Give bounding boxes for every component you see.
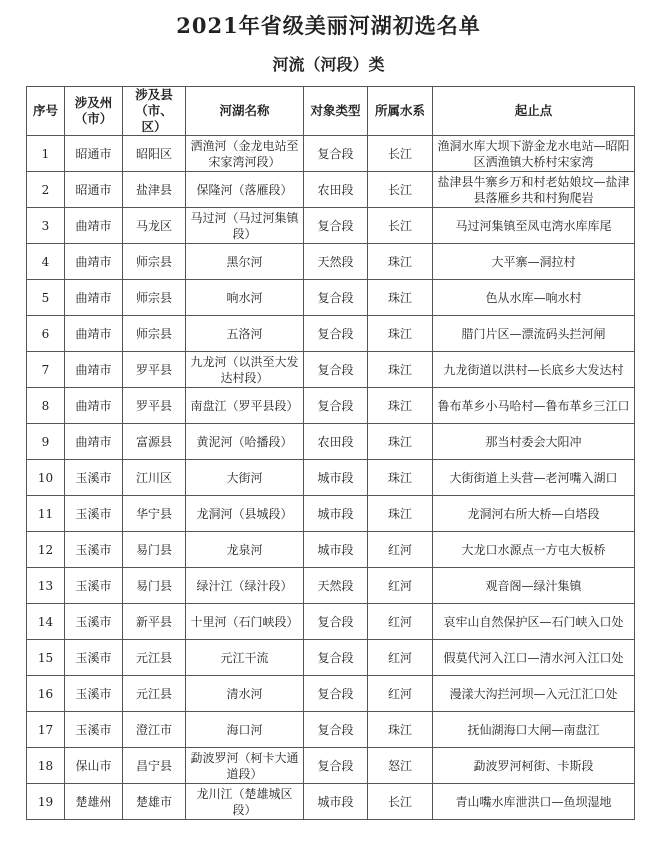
row-county: 罗平县	[123, 352, 186, 388]
row-river-name: 保隆河（落雁段）	[186, 172, 304, 208]
row-county: 罗平县	[123, 388, 186, 424]
row-prefecture: 玉溪市	[65, 532, 123, 568]
row-county: 昭阳区	[123, 136, 186, 172]
row-index: 6	[27, 316, 65, 352]
row-prefecture: 玉溪市	[65, 604, 123, 640]
table-row	[27, 424, 635, 460]
row-object-type: 复合段	[304, 640, 368, 676]
table-row	[27, 640, 635, 676]
row-prefecture: 玉溪市	[65, 460, 123, 496]
row-start-end: 那当村委会大阳冲	[433, 424, 635, 460]
table-row	[27, 208, 635, 244]
row-water-system: 珠江	[368, 460, 433, 496]
row-start-end: 大街街道上头营—老河嘴入湖口	[433, 460, 635, 496]
table-header-row	[27, 87, 635, 136]
row-object-type: 复合段	[304, 280, 368, 316]
row-index: 2	[27, 172, 65, 208]
row-prefecture: 曲靖市	[65, 352, 123, 388]
row-river-name: 南盘江（罗平县段）	[186, 388, 304, 424]
row-river-name: 龙川江（楚雄城区段）	[186, 784, 304, 820]
row-object-type: 城市段	[304, 496, 368, 532]
row-county: 易门县	[123, 532, 186, 568]
row-county: 富源县	[123, 424, 186, 460]
row-water-system: 珠江	[368, 712, 433, 748]
row-start-end: 勐波罗河柯街、卡斯段	[433, 748, 635, 784]
row-index: 12	[27, 532, 65, 568]
row-index: 10	[27, 460, 65, 496]
row-index: 19	[27, 784, 65, 820]
header-county: 涉及县 （市、区）	[123, 87, 186, 136]
row-object-type: 天然段	[304, 568, 368, 604]
row-object-type: 城市段	[304, 532, 368, 568]
page-title: 2021年省级美丽河湖初选名单	[176, 13, 481, 38]
table-row	[27, 568, 635, 604]
row-prefecture: 昭通市	[65, 172, 123, 208]
row-river-name: 龙泉河	[186, 532, 304, 568]
row-prefecture: 玉溪市	[65, 712, 123, 748]
row-start-end: 盐津县牛寨乡万和村老姑娘坟—盐津县落雁乡共和村狗爬岩	[433, 172, 635, 208]
row-river-name: 十里河（石门峡段）	[186, 604, 304, 640]
row-water-system: 红河	[368, 640, 433, 676]
row-water-system: 长江	[368, 136, 433, 172]
row-index: 7	[27, 352, 65, 388]
row-start-end: 观音阁—绿汁集镇	[433, 568, 635, 604]
table-row	[27, 136, 635, 172]
row-river-name: 龙洞河（县城段）	[186, 496, 304, 532]
row-start-end: 鲁布革乡小马哈村—鲁布革乡三江口	[433, 388, 635, 424]
row-index: 18	[27, 748, 65, 784]
row-river-name: 黄泥河（哈播段）	[186, 424, 304, 460]
row-river-name: 洒渔河（金龙电站至宋家湾河段）	[186, 136, 304, 172]
row-county: 楚雄市	[123, 784, 186, 820]
table-row	[27, 280, 635, 316]
row-index: 15	[27, 640, 65, 676]
row-index: 11	[27, 496, 65, 532]
row-county: 师宗县	[123, 280, 186, 316]
row-water-system: 珠江	[368, 388, 433, 424]
header-prefecture: 涉及州 （市）	[65, 87, 123, 136]
row-prefecture: 曲靖市	[65, 244, 123, 280]
row-object-type: 农田段	[304, 172, 368, 208]
row-start-end: 假莫代河入江口—清水河入江口处	[433, 640, 635, 676]
row-county: 澄江市	[123, 712, 186, 748]
row-river-name: 绿汁江（绿汁段）	[186, 568, 304, 604]
table-row	[27, 748, 635, 784]
row-county: 江川区	[123, 460, 186, 496]
table-row	[27, 316, 635, 352]
row-object-type: 复合段	[304, 748, 368, 784]
row-index: 14	[27, 604, 65, 640]
row-river-name: 元江干流	[186, 640, 304, 676]
row-index: 3	[27, 208, 65, 244]
table-row	[27, 784, 635, 820]
row-prefecture: 曲靖市	[65, 316, 123, 352]
row-county: 易门县	[123, 568, 186, 604]
row-water-system: 长江	[368, 208, 433, 244]
row-start-end: 大平寨—洞拉村	[433, 244, 635, 280]
table-row	[27, 496, 635, 532]
row-index: 1	[27, 136, 65, 172]
row-object-type: 城市段	[304, 460, 368, 496]
row-start-end: 漫漾大沟拦河坝—入元江汇口处	[433, 676, 635, 712]
row-index: 17	[27, 712, 65, 748]
row-river-name: 勐波罗河（柯卡大通道段）	[186, 748, 304, 784]
row-start-end: 龙洞河右所大桥—白塔段	[433, 496, 635, 532]
row-prefecture: 曲靖市	[65, 280, 123, 316]
row-object-type: 复合段	[304, 388, 368, 424]
row-prefecture: 曲靖市	[65, 388, 123, 424]
row-object-type: 复合段	[304, 676, 368, 712]
row-index: 13	[27, 568, 65, 604]
row-water-system: 珠江	[368, 316, 433, 352]
table-body	[27, 136, 635, 820]
row-water-system: 珠江	[368, 496, 433, 532]
row-river-name: 响水河	[186, 280, 304, 316]
table-row	[27, 532, 635, 568]
row-water-system: 长江	[368, 784, 433, 820]
row-object-type: 复合段	[304, 352, 368, 388]
table-row	[27, 676, 635, 712]
row-county: 元江县	[123, 640, 186, 676]
row-water-system: 珠江	[368, 424, 433, 460]
table-row	[27, 712, 635, 748]
row-start-end: 腊门片区—漂流码头拦河闸	[433, 316, 635, 352]
row-prefecture: 玉溪市	[65, 568, 123, 604]
row-county: 师宗县	[123, 316, 186, 352]
row-river-name: 马过河（马过河集镇段）	[186, 208, 304, 244]
table-row	[27, 388, 635, 424]
row-object-type: 复合段	[304, 208, 368, 244]
row-water-system: 红河	[368, 676, 433, 712]
row-index: 4	[27, 244, 65, 280]
row-object-type: 复合段	[304, 604, 368, 640]
row-county: 师宗县	[123, 244, 186, 280]
table-row	[27, 352, 635, 388]
row-prefecture: 昭通市	[65, 136, 123, 172]
row-prefecture: 曲靖市	[65, 208, 123, 244]
row-object-type: 农田段	[304, 424, 368, 460]
row-river-name: 大街河	[186, 460, 304, 496]
row-start-end: 九龙街道以洪村—长底乡大发达村	[433, 352, 635, 388]
row-river-name: 海口河	[186, 712, 304, 748]
row-start-end: 大龙口水源点一方屯大板桥	[433, 532, 635, 568]
row-prefecture: 保山市	[65, 748, 123, 784]
table-row	[27, 604, 635, 640]
row-water-system: 珠江	[368, 352, 433, 388]
header-water-system: 所属水系	[368, 87, 433, 136]
row-index: 5	[27, 280, 65, 316]
row-prefecture: 楚雄州	[65, 784, 123, 820]
header-index: 序号	[27, 87, 65, 136]
row-start-end: 青山嘴水库泄洪口—鱼坝湿地	[433, 784, 635, 820]
header-object-type: 对象类型	[304, 87, 368, 136]
table-row	[27, 460, 635, 496]
row-object-type: 复合段	[304, 712, 368, 748]
page-subtitle: 河流（河段）类	[272, 55, 385, 74]
row-county: 华宁县	[123, 496, 186, 532]
row-prefecture: 玉溪市	[65, 676, 123, 712]
row-prefecture: 玉溪市	[65, 640, 123, 676]
table-row	[27, 244, 635, 280]
row-county: 昌宁县	[123, 748, 186, 784]
row-start-end: 抚仙湖海口大闸—南盘江	[433, 712, 635, 748]
row-index: 9	[27, 424, 65, 460]
row-start-end: 色从水库—响水村	[433, 280, 635, 316]
row-prefecture: 曲靖市	[65, 424, 123, 460]
row-water-system: 珠江	[368, 244, 433, 280]
row-start-end: 渔洞水库大坝下游金龙水电站—昭阳区洒渔镇大桥村宋家湾	[433, 136, 635, 172]
row-county: 马龙区	[123, 208, 186, 244]
row-county: 元江县	[123, 676, 186, 712]
row-water-system: 红河	[368, 532, 433, 568]
row-object-type: 城市段	[304, 784, 368, 820]
table-row	[27, 172, 635, 208]
row-water-system: 怒江	[368, 748, 433, 784]
row-water-system: 珠江	[368, 280, 433, 316]
row-object-type: 复合段	[304, 316, 368, 352]
row-river-name: 清水河	[186, 676, 304, 712]
row-prefecture: 玉溪市	[65, 496, 123, 532]
row-water-system: 长江	[368, 172, 433, 208]
row-river-name: 黑尔河	[186, 244, 304, 280]
row-start-end: 马过河集镇至凤屯湾水库库尾	[433, 208, 635, 244]
row-start-end: 哀牢山自然保护区—石门峡入口处	[433, 604, 635, 640]
row-county: 盐津县	[123, 172, 186, 208]
row-water-system: 红河	[368, 604, 433, 640]
header-start-end: 起止点	[433, 87, 635, 136]
river-list-table	[26, 86, 635, 820]
row-river-name: 五洛河	[186, 316, 304, 352]
row-water-system: 红河	[368, 568, 433, 604]
row-object-type: 复合段	[304, 136, 368, 172]
row-index: 16	[27, 676, 65, 712]
header-river-name: 河湖名称	[186, 87, 304, 136]
row-river-name: 九龙河（以洪至大发达村段）	[186, 352, 304, 388]
row-index: 8	[27, 388, 65, 424]
row-county: 新平县	[123, 604, 186, 640]
row-object-type: 天然段	[304, 244, 368, 280]
